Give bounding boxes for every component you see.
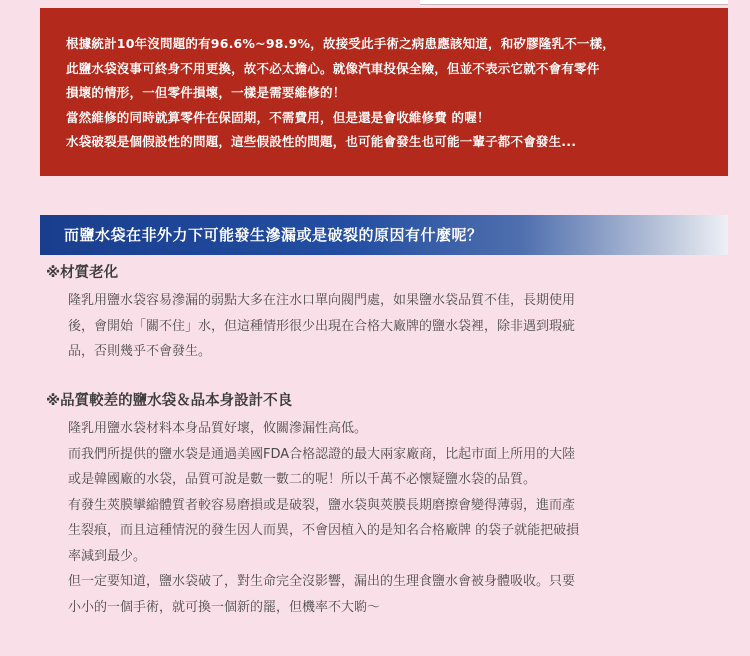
body-line: 但一定要知道，鹽水袋破了，對生命完全沒影響，漏出的生理食鹽水會被身體吸收。只要 xyxy=(68,574,576,589)
section-title-bar xyxy=(40,215,728,255)
intro-line: 損壞的情形，一但零件損壞，一樣是需要維修的！ xyxy=(66,85,346,100)
intro-line: 當然維修的同時就算零件在保固期，不需費用，但是還是會收維修費 的喔！ xyxy=(66,109,490,125)
body-line: 有發生莢膜攣縮體質者較容易磨損或是破裂，鹽水袋與莢膜長期磨擦會變得薄弱，進而產 xyxy=(68,497,576,513)
intro-line: 根據統計10年沒問題的有96.6%~98.9%，故接受此手術之病患應該知道，和矽膠隆乳不一樣， xyxy=(66,36,616,51)
section-quality-design xyxy=(46,390,726,620)
body-line: 或是韓國廠的水袋，品質可說是數一數二的呢！所以千萬不必懷疑鹽水袋的品質。 xyxy=(68,472,537,487)
intro-line: 此鹽水袋沒事可終身不用更換，故不必太擔心。就像汽車投保全險，但並不表示它就不會有零件 xyxy=(66,60,600,76)
section-title: 而鹽水袋在非外力下可能發生滲漏或是破裂的原因有什麼呢？ xyxy=(64,226,483,244)
section-heading: ※品質較差的鹽水袋＆品本身設計不良 xyxy=(46,393,293,409)
intro-notice-box xyxy=(40,8,728,176)
body-line: 隆乳用鹽水袋材料本身品質好壞，攸關滲漏性高低。 xyxy=(68,421,368,436)
section-heading: ※材質老化 xyxy=(46,265,119,281)
body-line: 率減到最少。 xyxy=(68,548,147,564)
body-line: 隆乳用鹽水袋容易滲漏的弱點大多在注水口單向閥門處，如果鹽水袋品質不佳，長期使用 xyxy=(68,293,576,308)
body-line: 小小的一個手術，就可換一個新的罷，但機率不大喲～ xyxy=(68,599,381,615)
section-body xyxy=(68,416,726,620)
body-line: 後，會開始「關不住」水，但這種情形很少出現在合格大廠牌的鹽水袋裡，除非遇到瑕疵 xyxy=(68,318,576,334)
intro-line: 水袋破裂是個假設性的問題，這些假設性的問題，也可能會發生也可能一輩子都不會發生... xyxy=(66,134,577,149)
body-line: 而我們所提供的鹽水袋是通過美國FDA合格認證的最大兩家廠商，比起市面上所用的大陸 xyxy=(68,446,576,462)
section-body xyxy=(68,288,726,365)
body-line: 生裂痕，而且這種情況的發生因人而異，不會因植入的是知名合格廠牌 的袋子就能把破損 xyxy=(68,523,580,538)
section-material-aging xyxy=(46,262,726,365)
body-line: 品，否則幾乎不會發生。 xyxy=(68,344,212,359)
top-strip-divider xyxy=(420,0,728,5)
